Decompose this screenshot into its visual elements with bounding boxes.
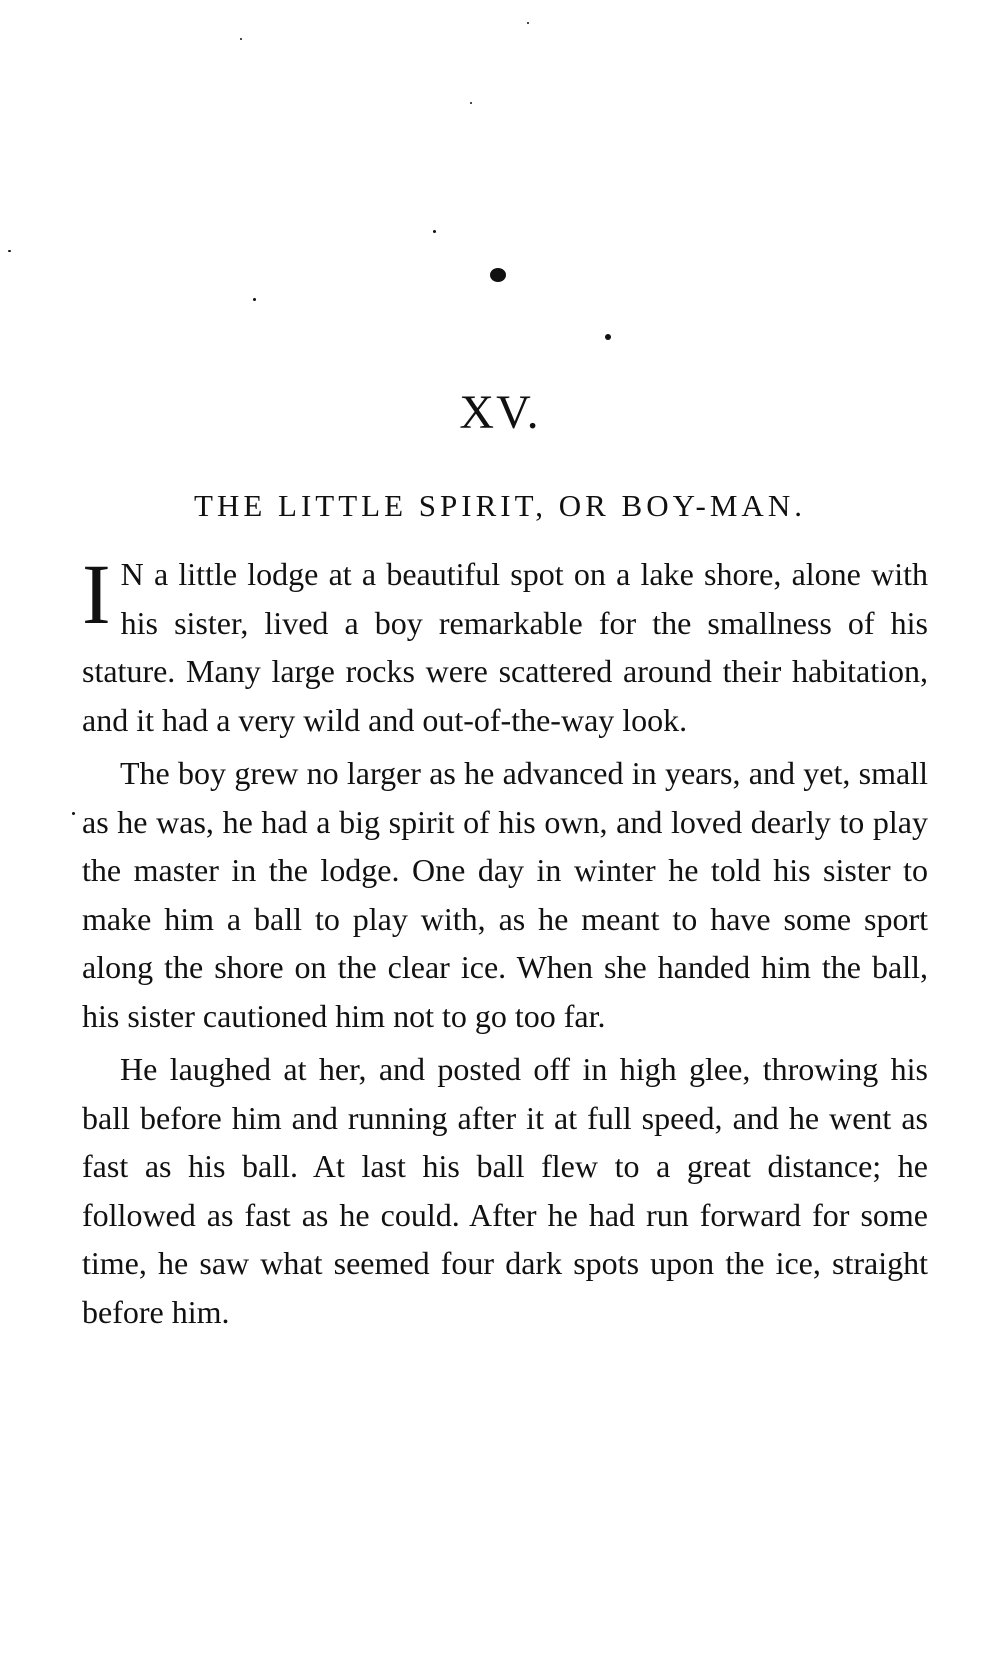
drop-cap: I (82, 546, 111, 642)
ink-speck (8, 250, 11, 252)
ink-speck (490, 268, 506, 282)
chapter-number: XV. (459, 386, 541, 439)
ink-speck (470, 102, 472, 104)
chapter-title: THE LITTLE SPIRIT, OR BOY-MAN. (194, 488, 806, 523)
paragraph-1 (82, 546, 928, 744)
paragraph-2: The boy grew no larger as he advanced in years, and yet, small as he was, he had a big spirit of his own, and loved dearly to play the master in the lodge. One day in winter he told his sister to make him a ball to play with, as he meant to have some sport along the shore on the clear ice. When she handed him the ball, his sister cautioned him not to go too far. (82, 755, 928, 1034)
ink-speck (253, 298, 256, 301)
ink-speck (72, 812, 75, 815)
ink-speck (240, 38, 242, 40)
paragraph-3: He laughed at her, and posted off in high glee, throwing his ball before him and running after it at full speed, and he went as fast as his ball. At last his ball flew to a great distance; he followed as fast as he could. After he had run forward for some time, he saw what seemed four dark spots upon the ice, straight before him. (82, 1051, 928, 1330)
paragraph-1-text: N a little lodge at a beautiful spot on a lake shore, alone with his sister, lived a boy remarkable for the smallness of his stature. Many large rocks were scattered around their habitation, and it had a very wild and out-of-the-way look. (82, 556, 928, 738)
ink-speck (433, 230, 436, 233)
ink-speck (527, 22, 529, 24)
ink-speck (605, 334, 611, 340)
chapter-body (82, 546, 928, 1336)
